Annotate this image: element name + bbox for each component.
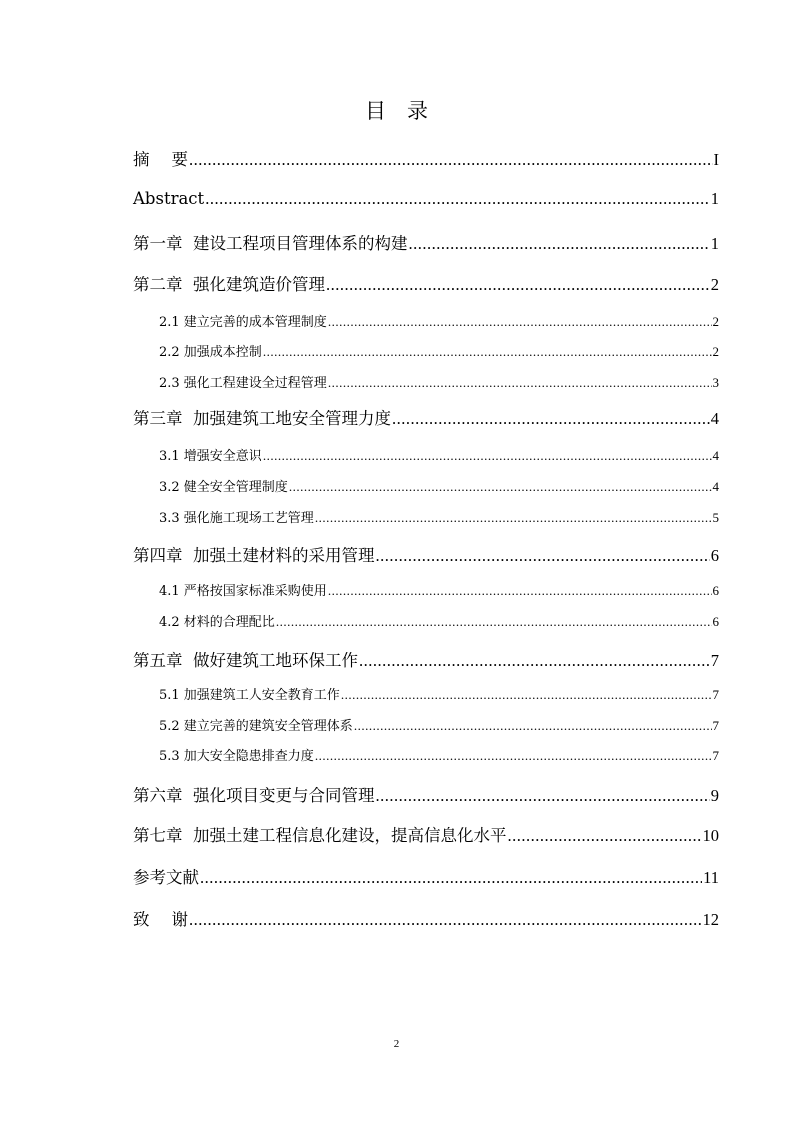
toc-page-number: 7 <box>710 651 719 670</box>
toc-entry-label: 2.2 加强成本控制 <box>159 345 262 360</box>
toc-leader-dots <box>289 479 712 495</box>
toc-entry-label: 5.2 建立完善的建筑安全管理体系 <box>159 719 353 734</box>
toc-entry-label: 5.3 加大安全隐患排查力度 <box>159 749 314 764</box>
toc-leader-dots <box>189 150 713 170</box>
toc-leader-dots <box>315 510 712 526</box>
toc-entry-label: 第七章 加强土建工程信息化建设，提高信息化水平 <box>133 826 507 845</box>
toc-entry-chapter-4[interactable] <box>133 542 719 566</box>
toc-leader-dots <box>276 614 712 630</box>
toc-entry-label: 2.3 强化工程建设全过程管理 <box>159 376 327 391</box>
toc-page-number: 4 <box>712 448 719 463</box>
toc-entry-2-2[interactable] <box>159 341 719 360</box>
toc-page-number: 3 <box>712 375 719 390</box>
toc-entry-label: 参考文献 <box>133 868 199 887</box>
toc-entry-label: 第一章 建设工程项目管理体系的构建 <box>133 234 408 253</box>
toc-entry-abstract-en[interactable] <box>133 189 719 209</box>
toc-entry-label: 第二章 强化建筑造价管理 <box>133 275 325 294</box>
toc-leader-dots <box>189 910 702 930</box>
toc-entry-label: 第五章 做好建筑工地环保工作 <box>133 651 358 670</box>
toc-entry-label: 第四章 加强土建材料的采用管理 <box>133 546 375 565</box>
toc-leader-dots <box>263 344 712 360</box>
toc-page-number: 9 <box>710 786 719 805</box>
toc-page-number: I <box>713 150 719 169</box>
toc-page-number: 4 <box>712 479 719 494</box>
toc-page-number: 11 <box>703 868 719 887</box>
toc-entry-chapter-1[interactable] <box>133 230 719 254</box>
toc-page-number: 2 <box>712 344 719 359</box>
toc-page-number: 1 <box>710 189 719 208</box>
toc-entry-5-2[interactable] <box>159 715 719 734</box>
toc-entry-references[interactable] <box>133 864 719 888</box>
page-number-footer: 2 <box>393 1038 400 1050</box>
toc-leader-dots <box>263 448 712 464</box>
toc-leader-dots <box>205 189 710 209</box>
toc-page-number: 7 <box>712 718 719 733</box>
toc-entry-chapter-2[interactable] <box>133 271 719 295</box>
toc-entry-label: 3.3 强化施工现场工艺管理 <box>159 511 314 526</box>
toc-leader-dots <box>409 234 710 254</box>
toc-leader-dots <box>328 375 712 391</box>
toc-page-number: 2 <box>710 275 719 294</box>
toc-leader-dots <box>376 786 710 806</box>
toc-page-number: 6 <box>712 583 719 598</box>
toc-entry-label: 3.2 健全安全管理制度 <box>159 480 288 495</box>
toc-page-number: 4 <box>710 409 719 428</box>
toc-page-number: 1 <box>710 234 719 253</box>
toc-page-number: 10 <box>702 826 719 845</box>
toc-entry-5-1[interactable] <box>159 684 719 703</box>
toc-entry-label: 摘 要 <box>133 150 188 169</box>
toc-entry-label: 2.1 建立完善的成本管理制度 <box>159 315 327 330</box>
toc-entry-acknowledgements[interactable] <box>133 906 719 930</box>
toc-entry-chapter-5[interactable] <box>133 647 719 671</box>
toc-leader-dots <box>328 583 712 599</box>
toc-entry-label: 致 谢 <box>133 910 188 929</box>
toc-leader-dots <box>376 546 710 566</box>
toc-page-number: 6 <box>712 614 719 629</box>
toc-entry-2-1[interactable] <box>159 311 719 330</box>
toc-leader-dots <box>326 275 710 295</box>
toc-entry-label: 3.1 增强安全意识 <box>159 449 262 464</box>
toc-entry-abstract-cn[interactable] <box>133 146 719 170</box>
toc-leader-dots <box>200 868 702 888</box>
toc-entry-chapter-6[interactable] <box>133 782 719 806</box>
toc-page-number: 12 <box>702 910 719 929</box>
toc-entry-chapter-3[interactable] <box>133 405 719 429</box>
toc-page-number: 6 <box>710 546 719 565</box>
toc-entry-3-2[interactable] <box>159 476 719 495</box>
toc-entry-2-3[interactable] <box>159 372 719 391</box>
toc-page-number: 5 <box>712 510 719 525</box>
toc-leader-dots <box>508 826 702 846</box>
toc-leader-dots <box>392 409 710 429</box>
toc-entry-3-1[interactable] <box>159 445 719 464</box>
toc-page-number: 7 <box>712 748 719 763</box>
toc-leader-dots <box>354 718 712 734</box>
toc-entry-label: 5.1 加强建筑工人安全教育工作 <box>159 688 340 703</box>
toc-entry-5-3[interactable] <box>159 745 719 764</box>
toc-entry-label: 第三章 加强建筑工地安全管理力度 <box>133 409 391 428</box>
toc-entry-label: 4.1 严格按国家标准采购使用 <box>159 584 327 599</box>
toc-entry-3-3[interactable] <box>159 507 719 526</box>
toc-leader-dots <box>341 687 712 703</box>
toc-entry-label: Abstract <box>133 189 205 208</box>
toc-leader-dots <box>328 314 712 330</box>
toc-entry-4-1[interactable] <box>159 580 719 599</box>
toc-leader-dots <box>359 651 710 671</box>
toc-title: 目 录 <box>365 99 428 123</box>
toc-page-number: 7 <box>712 687 719 702</box>
toc-entry-label: 4.2 材料的合理配比 <box>159 615 275 630</box>
toc-entry-label: 第六章 强化项目变更与合同管理 <box>133 786 375 805</box>
toc-entry-chapter-7[interactable] <box>133 822 719 846</box>
toc-entry-4-2[interactable] <box>159 611 719 630</box>
toc-page-number: 2 <box>712 314 719 329</box>
toc-leader-dots <box>315 748 712 764</box>
